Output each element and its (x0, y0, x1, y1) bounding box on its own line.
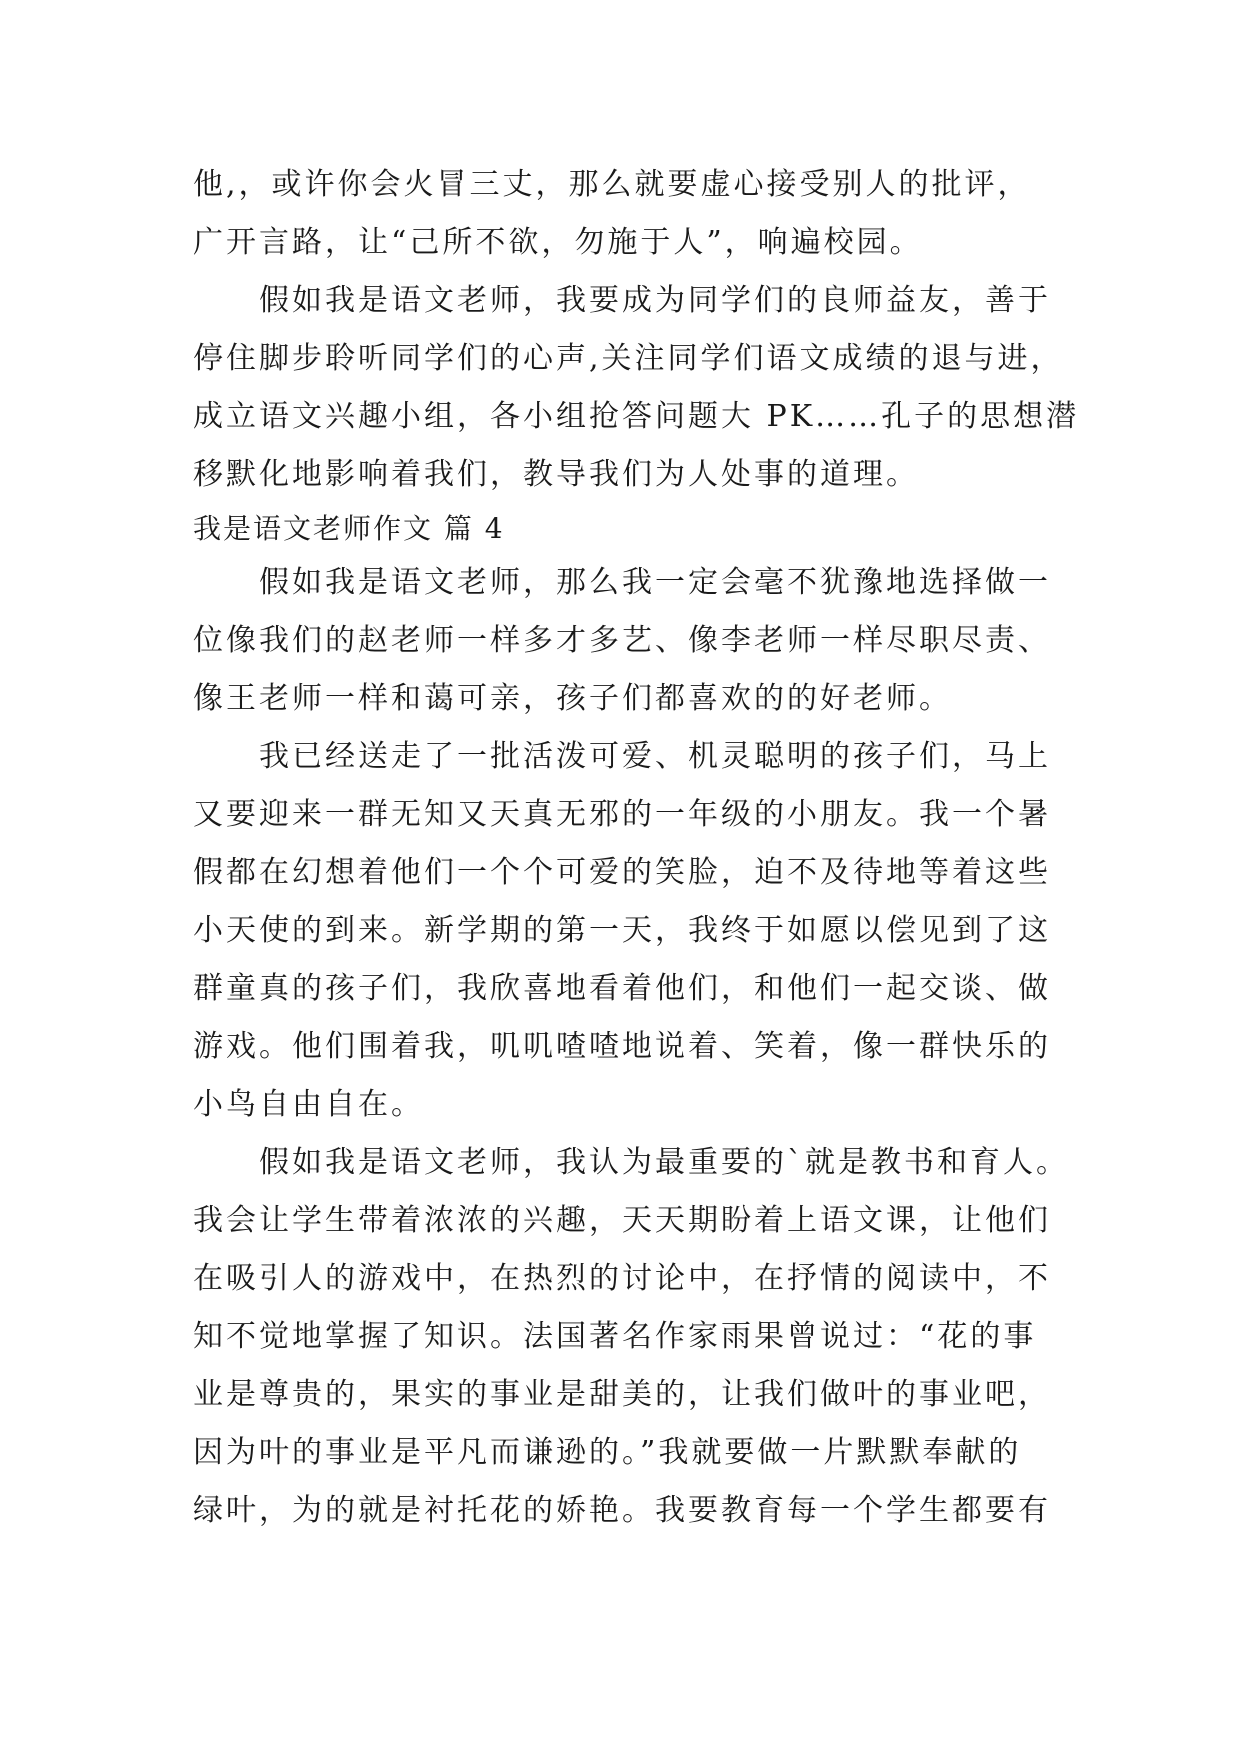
paragraph-new-students (193, 728, 1073, 1134)
text-line: 移默化地影响着我们，教导我们为人处事的道理。 (193, 457, 919, 492)
text-line: 假如我是语文老师，我要成为同学们的良师益友，善于 (259, 283, 1051, 318)
text-line: 位像我们的赵老师一样多才多艺、像李老师一样尽职尽责、 (193, 623, 1051, 658)
text-line: 成立语文兴趣小组，各小组抢答问题大 PK……孔子的思想潜 (193, 399, 1080, 434)
text-line: 假如我是语文老师，我认为最重要的`就是教书和育人。 (259, 1145, 1069, 1180)
text-line: 小鸟自由自在。 (193, 1087, 424, 1122)
text-line: 群童真的孩子们，我欣喜地看着他们，和他们一起交谈、做 (193, 971, 1051, 1006)
text-line: 广开言路，让“己所不欲，勿施于人”，响遍校园。 (193, 225, 923, 260)
paragraph-good-teacher (193, 554, 1073, 728)
section-heading: 我是语文老师作文 篇 4 (193, 512, 505, 545)
paragraph-continuation (193, 156, 1073, 272)
text-line: 在吸引人的游戏中，在热烈的讨论中，在抒情的阅读中，不 (193, 1261, 1051, 1296)
text-line: 又要迎来一群无知又天真无邪的一年级的小朋友。我一个暑 (193, 797, 1051, 832)
text-line: 游戏。他们围着我，叽叽喳喳地说着、笑着，像一群快乐的 (193, 1029, 1051, 1064)
text-line: 绿叶，为的就是衬托花的娇艳。我要教育每一个学生都要有 (193, 1493, 1051, 1528)
text-line: 他,，或许你会火冒三丈，那么就要虚心接受别人的批评， (193, 167, 1031, 202)
text-line: 假都在幻想着他们一个个可爱的笑脸，迫不及待地等着这些 (193, 855, 1051, 890)
document-body (193, 156, 1080, 1540)
text-line: 像王老师一样和蔼可亲，孩子们都喜欢的的好老师。 (193, 681, 952, 716)
paragraph-teacher-friend (193, 272, 1080, 504)
text-line: 我会让学生带着浓浓的兴趣，天天期盼着上语文课，让他们 (193, 1203, 1051, 1238)
text-line: 因为叶的事业是平凡而谦逊的。”我就要做一片默默奉献的 (193, 1435, 1022, 1470)
text-line: 停住脚步聆听同学们的心声,关注同学们语文成绩的退与进， (193, 341, 1064, 376)
text-line: 假如我是语文老师，那么我一定会毫不犹豫地选择做一 (259, 565, 1051, 600)
text-line: 我已经送走了一批活泼可爱、机灵聪明的孩子们，马上 (259, 739, 1051, 774)
paragraph-teaching-philosophy (193, 1134, 1073, 1540)
text-line: 知不觉地掌握了知识。法国著名作家雨果曾说过：“花的事 (193, 1319, 1037, 1354)
text-line: 小天使的到来。新学期的第一天，我终于如愿以偿见到了这 (193, 913, 1051, 948)
text-line: 业是尊贵的，果实的事业是甜美的，让我们做叶的事业吧， (193, 1377, 1051, 1412)
